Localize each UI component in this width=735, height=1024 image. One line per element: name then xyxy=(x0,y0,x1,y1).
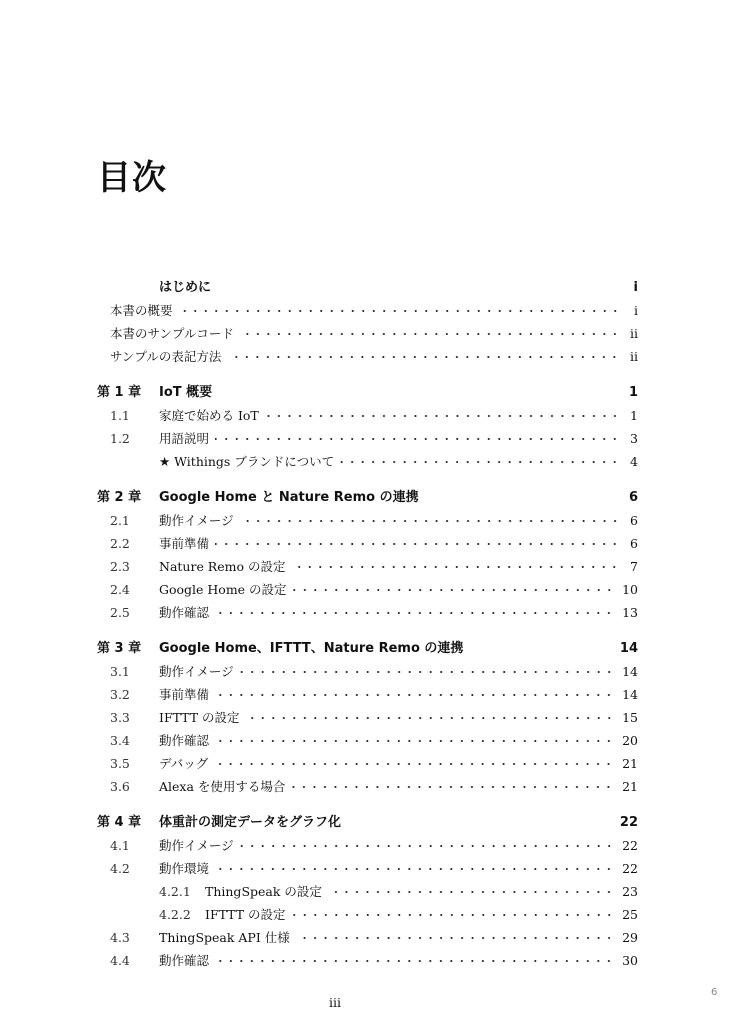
entry-title: はじめに xyxy=(159,280,212,295)
dot-leader xyxy=(227,352,620,362)
entry-title: IFTTT の設定 xyxy=(159,710,240,725)
toc-chapter-entry[interactable] xyxy=(97,811,638,834)
entry-title: 事前準備 xyxy=(159,687,210,702)
entry-title: デバッグ xyxy=(159,756,209,771)
entry-title: 用語説明 xyxy=(159,431,210,446)
entry-page: 6 xyxy=(630,536,638,551)
toc-chapter-entry[interactable] xyxy=(97,637,638,660)
toc-entry[interactable] xyxy=(97,404,638,427)
dot-leader xyxy=(179,306,620,316)
entry-page: 4 xyxy=(630,454,638,469)
toc-entry[interactable] xyxy=(97,729,638,752)
dot-leader xyxy=(240,516,620,526)
entry-page: 14 xyxy=(619,641,638,656)
entry-number: 2.5 xyxy=(110,605,130,620)
entry-number: 第 1 章 xyxy=(97,385,142,400)
entry-page: 14 xyxy=(622,664,638,679)
entry-title: IoT 概要 xyxy=(159,385,213,400)
entry-title: Google Home と Nature Remo の連携 xyxy=(159,490,419,505)
toc-entry[interactable] xyxy=(97,601,638,624)
entry-page: 7 xyxy=(630,559,638,574)
entry-number: 3.1 xyxy=(110,664,130,679)
toc-entry[interactable] xyxy=(97,775,638,798)
entry-number: 第 2 章 xyxy=(97,490,142,505)
entry-page: 30 xyxy=(622,953,638,968)
toc-entry[interactable] xyxy=(97,660,638,683)
dot-leader xyxy=(215,434,620,444)
entry-number: 3.3 xyxy=(110,710,130,725)
toc-entry[interactable] xyxy=(97,949,638,972)
dot-leader xyxy=(291,782,614,792)
entry-title: Google Home、IFTTT、Nature Remo の連携 xyxy=(159,641,464,656)
entry-title: Google Home の設定 xyxy=(159,582,287,597)
dot-leader xyxy=(215,608,614,618)
toc-entry[interactable] xyxy=(97,555,638,578)
entry-title: 事前準備 xyxy=(159,536,210,551)
entry-number: 4.3 xyxy=(110,930,130,945)
entry-title: 動作確認 xyxy=(159,953,210,968)
entry-number: 第 3 章 xyxy=(97,641,142,656)
entry-title: ThingSpeak の設定 xyxy=(205,884,322,899)
entry-title: 動作イメージ xyxy=(159,513,234,528)
entry-number: 第 4 章 xyxy=(97,815,142,830)
dot-leader xyxy=(215,864,614,874)
dot-leader xyxy=(215,956,614,966)
entry-page: 21 xyxy=(622,779,638,794)
entry-number: 2.2 xyxy=(110,536,130,551)
entry-page: 14 xyxy=(622,687,638,702)
entry-page: ii xyxy=(630,326,638,341)
toc-entry[interactable] xyxy=(97,509,638,532)
table-of-contents xyxy=(97,276,638,972)
entry-page: i xyxy=(634,303,638,318)
entry-page: 22 xyxy=(622,861,638,876)
toc-entry[interactable] xyxy=(97,322,638,345)
entry-page: 10 xyxy=(622,582,638,597)
entry-page: ii xyxy=(630,349,638,364)
entry-number: 3.5 xyxy=(110,756,130,771)
dot-leader xyxy=(265,411,620,421)
entry-title: Nature Remo の設定 xyxy=(159,559,286,574)
entry-title: 体重計の測定データをグラフ化 xyxy=(159,815,342,830)
page-title: 目次 xyxy=(97,158,167,198)
dot-leader xyxy=(240,667,614,677)
entry-title: 動作イメージ xyxy=(159,838,234,853)
entry-number: 4.2 xyxy=(110,861,130,876)
entry-number: 4.2.2 xyxy=(159,907,191,922)
toc-entry[interactable] xyxy=(97,683,638,706)
entry-page: 1 xyxy=(630,408,638,423)
entry-page: 6 xyxy=(630,513,638,528)
dot-leader xyxy=(240,841,614,851)
entry-number: 4.2.1 xyxy=(159,884,191,899)
toc-entry[interactable] xyxy=(97,706,638,729)
entry-page: 6 xyxy=(628,490,638,505)
toc-entry[interactable] xyxy=(97,857,638,880)
dot-leader xyxy=(292,910,615,920)
toc-entry[interactable] xyxy=(97,834,638,857)
entry-title: 動作確認 xyxy=(159,605,210,620)
entry-title: Alexa を使用する場合 xyxy=(159,779,286,794)
toc-entry[interactable] xyxy=(97,450,638,473)
entry-title: 動作イメージ xyxy=(159,664,234,679)
toc-entry[interactable] xyxy=(97,752,638,775)
entry-title: 動作環境 xyxy=(159,861,210,876)
toc-entry[interactable] xyxy=(97,532,638,555)
dot-leader xyxy=(328,887,614,897)
entry-number: 2.3 xyxy=(110,559,130,574)
entry-title: 本書の概要 xyxy=(110,303,173,318)
toc-chapter-entry[interactable] xyxy=(97,381,638,404)
dot-leader xyxy=(246,713,615,723)
corner-page-number: 6 xyxy=(711,987,718,998)
entry-page: 23 xyxy=(622,884,638,899)
dot-leader xyxy=(214,759,614,769)
page-number: iii xyxy=(329,995,341,1010)
dot-leader xyxy=(293,585,615,595)
entry-number: 1.2 xyxy=(110,431,130,446)
entry-page: 22 xyxy=(622,838,638,853)
toc-entry[interactable] xyxy=(97,299,638,322)
entry-number: 1.1 xyxy=(110,408,130,423)
toc-entry[interactable] xyxy=(97,345,638,368)
dot-leader xyxy=(215,539,620,549)
entry-number: 4.4 xyxy=(110,953,130,968)
entry-page: 22 xyxy=(619,815,638,830)
entry-title: サンプルの表記方法 xyxy=(110,349,222,364)
dot-leader xyxy=(215,736,614,746)
entry-page: i xyxy=(633,280,638,295)
toc-entry[interactable] xyxy=(97,903,638,926)
entry-page: 15 xyxy=(622,710,638,725)
entry-page: 20 xyxy=(622,733,638,748)
toc-entry[interactable] xyxy=(97,427,638,450)
entry-title: 家庭で始める IoT xyxy=(159,408,259,423)
entry-page: 25 xyxy=(622,907,638,922)
entry-number: 2.1 xyxy=(110,513,130,528)
entry-title: 動作確認 xyxy=(159,733,210,748)
toc-entry[interactable] xyxy=(97,926,638,949)
entry-page: 1 xyxy=(628,385,638,400)
entry-number: 3.4 xyxy=(110,733,130,748)
entry-page: 13 xyxy=(622,605,638,620)
toc-chapter-entry[interactable] xyxy=(97,276,638,299)
toc-chapter-entry[interactable] xyxy=(97,486,638,509)
dot-leader xyxy=(291,562,620,572)
dot-leader xyxy=(240,329,620,339)
dot-leader xyxy=(296,933,614,943)
dot-leader xyxy=(215,690,614,700)
entry-page: 29 xyxy=(622,930,638,945)
entry-number: 3.2 xyxy=(110,687,130,702)
entry-title: ThingSpeak API 仕様 xyxy=(159,930,290,945)
entry-title: IFTTT の設定 xyxy=(205,907,286,922)
entry-title: 本書のサンプルコード xyxy=(110,326,234,341)
entry-page: 3 xyxy=(630,431,638,446)
toc-entry[interactable] xyxy=(97,578,638,601)
dot-leader xyxy=(340,457,620,467)
entry-number: 3.6 xyxy=(110,779,130,794)
entry-page: 21 xyxy=(622,756,638,771)
entry-title: ★ Withings ブランドについて xyxy=(159,454,335,469)
entry-number: 4.1 xyxy=(110,838,130,853)
toc-entry[interactable] xyxy=(97,880,638,903)
entry-number: 2.4 xyxy=(110,582,130,597)
